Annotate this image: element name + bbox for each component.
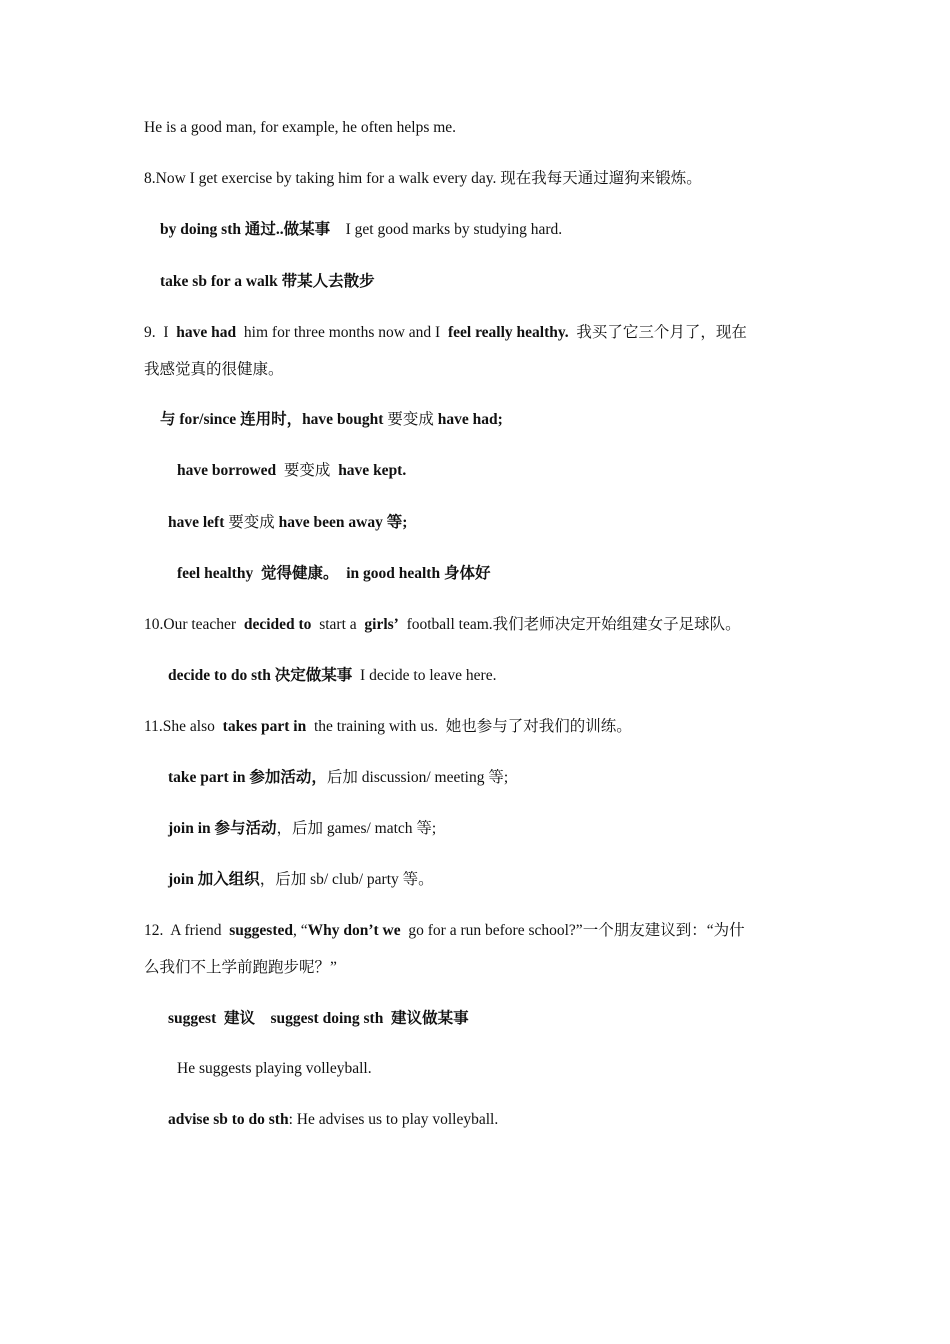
phrase: girls’	[364, 616, 399, 633]
sentence: 9. I	[144, 324, 177, 341]
phrase: suggest 建议 suggest doing sth 建议做某事	[168, 1010, 469, 1027]
text-line	[144, 360, 284, 380]
example: : He advises us to play volleyball.	[288, 1111, 499, 1128]
phrase: join 加入组织	[168, 871, 260, 888]
phrase: takes part in	[222, 718, 307, 735]
text-line	[144, 921, 745, 941]
sentence: 10.Our teacher	[144, 616, 244, 633]
text-line	[160, 220, 562, 240]
text-line	[144, 615, 741, 635]
phrase: have borrowed	[177, 462, 284, 479]
phrase: take part in 参加活动，	[168, 769, 327, 786]
phrase: join in 参与活动	[168, 820, 277, 837]
text-line	[168, 870, 434, 890]
phrase: take sb for a walk 带某人去散步	[160, 273, 375, 290]
phrase: have left	[168, 514, 229, 531]
note: 要变成	[283, 462, 339, 479]
note: ，后加 sb/ club/ party 等。	[259, 871, 434, 888]
translation: 么我们不上学前跑跑步呢？”	[144, 959, 337, 976]
text-line	[144, 118, 456, 138]
text-line	[168, 666, 496, 686]
text-line	[177, 1059, 372, 1079]
note: 要变成	[387, 411, 438, 428]
sentence: football team.我们老师决定开始组建女子足球队。	[398, 616, 741, 633]
translation: 我买了它三个月了，现在	[568, 324, 747, 341]
phrase: suggested	[229, 922, 293, 939]
text-line	[177, 461, 406, 481]
text-line	[177, 564, 490, 584]
phrase: Why don’t we	[307, 922, 401, 939]
text-line	[144, 169, 702, 189]
text-line	[160, 272, 375, 292]
phrase: have had;	[437, 411, 503, 428]
sentence: He is a good man, for example, he often helps me.	[144, 119, 457, 136]
phrase: 与 for/since 连用时，have bought	[160, 411, 388, 428]
text-line	[168, 1110, 498, 1130]
sentence: go for a run before school?”一个朋友建议到：“为什	[400, 922, 745, 939]
text-line	[160, 410, 503, 430]
phrase: have been away 等;	[278, 514, 408, 531]
translation: 我感觉真的很健康。	[144, 361, 284, 378]
note: 要变成	[228, 514, 279, 531]
text-line	[168, 768, 508, 788]
phrase: feel really healthy.	[447, 324, 569, 341]
text-line	[168, 819, 436, 839]
sentence: him for three months now and I	[236, 324, 448, 341]
sentence: 12. A friend	[144, 922, 230, 939]
sentence: , “	[292, 922, 308, 939]
example: He suggests playing volleyball.	[177, 1060, 372, 1077]
phrase: have had	[176, 324, 237, 341]
phrase: advise sb to do sth	[168, 1111, 289, 1128]
phrase: by doing sth 通过..做某事	[160, 221, 331, 238]
phrase: decided to	[243, 616, 312, 633]
text-line	[168, 1009, 469, 1029]
text-line	[144, 323, 747, 343]
phrase: decide to do sth 决定做某事	[168, 667, 353, 684]
note: ，后加 games/ match 等;	[276, 820, 437, 837]
phrase: feel healthy 觉得健康。 in good health 身体好	[177, 565, 491, 582]
sentence: start a	[311, 616, 365, 633]
text-line	[144, 717, 632, 737]
example: I decide to leave here.	[352, 667, 497, 684]
phrase: have kept.	[338, 462, 407, 479]
text-line	[144, 958, 337, 978]
text-line	[168, 513, 407, 533]
sentence: the training with us. 她也参与了对我们的训练。	[306, 718, 632, 735]
sentence: 11.She also	[144, 718, 223, 735]
note: 后加 discussion/ meeting 等;	[326, 769, 509, 786]
sentence: 8.Now I get exercise by taking him for a walk every day. 现在我每天通过遛狗来锻炼。	[144, 170, 702, 187]
example: I get good marks by studying hard.	[330, 221, 563, 238]
